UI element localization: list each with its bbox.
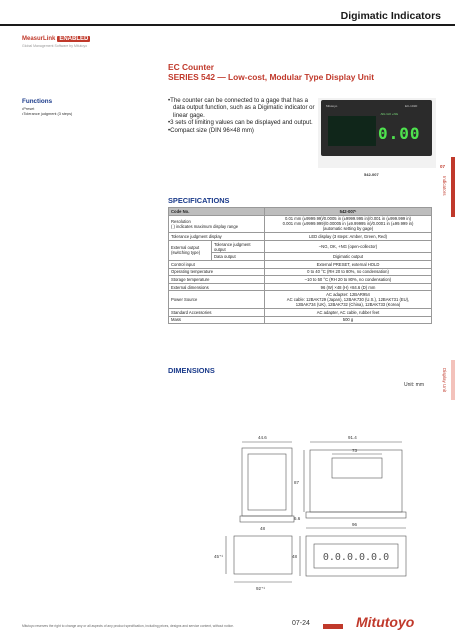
dim-label: 96 — [352, 522, 358, 527]
table-row — [169, 316, 432, 324]
unit-model-label: EC-101D — [405, 104, 418, 108]
row-value: External PRESET, external HOLD — [265, 260, 432, 268]
row-value: 500 g — [265, 316, 432, 324]
row-value: Digimatic output — [265, 253, 432, 261]
unit-screen — [328, 116, 376, 146]
photo-caption: 542-007 — [364, 172, 379, 177]
header-cell: Code No. — [169, 208, 265, 216]
dimension-drawing — [200, 378, 440, 604]
front-view-digits: 0.0.0.0.0.0 — [322, 552, 390, 563]
side-tab-bar — [451, 157, 455, 217]
page-color-bar — [323, 624, 343, 629]
top-view-connector — [332, 458, 382, 478]
row-value: 96 (W) ×48 (H) ×84.6 (D) mm — [265, 283, 432, 291]
row-label: Tolerance judgment display — [169, 233, 265, 241]
brand-tagline: Global Management Software by Mitutoyo — [22, 44, 88, 48]
side-view-inner — [248, 454, 286, 510]
side-tab-bar-2 — [451, 360, 455, 400]
table-row — [169, 268, 432, 276]
dim-label: 91.4 — [348, 435, 357, 440]
row-label: Operating temperature — [169, 268, 265, 276]
mitutoyo-logo: Mitutoyo — [356, 614, 415, 630]
table-row — [169, 276, 432, 284]
measurlink-logo — [22, 36, 90, 42]
row-label: Storage temperature — [169, 276, 265, 284]
row-label: Mass — [169, 316, 265, 324]
table-row — [169, 291, 432, 309]
row-sublabel: Data output — [212, 253, 265, 261]
dim-label: 73 — [352, 448, 358, 453]
chapter-number: 07 — [440, 164, 446, 169]
functions-heading: Functions — [22, 98, 53, 105]
specifications-table — [168, 207, 432, 324]
header-cell: 542-007¹ — [265, 208, 432, 216]
function-item: • Tolerance judgment (3 steps) — [22, 112, 72, 117]
function-item: • Preset — [22, 107, 72, 112]
unit-lamp-labels: -NG GO +NG — [380, 112, 399, 116]
row-label: Power Source — [169, 291, 265, 309]
product-title: EC Counter — [168, 62, 215, 72]
feature-item: • The counter can be connected to a gage that has a data output function, such as a Digimatic indicator or linear gage. — [168, 97, 318, 119]
dim-label: 87 — [294, 480, 300, 485]
row-value: AC adapter, AC cable, rubber feet — [265, 308, 432, 316]
row-value: 0.01 mm (±9999.99)/0.0005 in (±9999.995 in)/0.001 in (±999.999 in) 0.001 mm (±9999.999)/0.00005 in (±9.99995 in)/0.0001 in (±99.999 in) (automatic setting by gage) — [265, 215, 432, 233]
side-view-body — [242, 448, 292, 516]
dim-label: 45⁺¹ — [214, 554, 223, 559]
dim-label: 92⁺¹ — [256, 586, 265, 591]
table-row — [169, 233, 432, 241]
table-row — [169, 215, 432, 233]
row-label: Standard Accessories — [169, 308, 265, 316]
row-sublabel: Tolerance judgment output — [212, 240, 265, 253]
dim-label: 6.6 — [294, 516, 301, 521]
dim-label: 48 — [292, 554, 298, 559]
table-row — [169, 240, 432, 253]
footer-disclaimer: Mitutoyo reserves the right to change any or all aspects of any product specification, including prices, designs and service content, without notice. — [22, 624, 234, 628]
row-value: AC adapter: 12BAR954 AC cable: 12BAK729 (Japan), 12BAK730 (U.S.), 12BAK731 (EU), 12BAK734 (UK), 12BAK732 (China), 12BAK733 (Korea) — [265, 291, 432, 309]
panel-cutout — [234, 536, 292, 574]
dim-label: 48 — [260, 526, 266, 531]
row-label: Resolution ( ) indicates maximum display range — [169, 215, 265, 233]
dimensions-heading: DIMENSIONS — [168, 366, 215, 375]
top-view-body — [310, 450, 402, 512]
row-value: –10 to 50 °C (RH 20 to 80%, no condensation) — [265, 276, 432, 284]
specifications-heading: SPECIFICATIONS — [168, 196, 230, 205]
row-label: External dimensions — [169, 283, 265, 291]
product-subtitle: SERIES 542 — Low-cost, Modular Type Display Unit — [168, 72, 375, 82]
unit-digits: 0.00 — [378, 124, 421, 143]
page-number: 07-24 — [292, 620, 310, 627]
table-row — [169, 308, 432, 316]
dim-label: 44.6 — [258, 435, 267, 440]
header-rule — [0, 24, 455, 26]
top-view-bezel — [306, 512, 406, 518]
feature-item: • 3 sets of limiting values can be displayed and output. — [168, 119, 318, 126]
brand-badge: ENABLED — [59, 36, 89, 42]
table-row — [169, 260, 432, 268]
row-label: Control input — [169, 260, 265, 268]
page-section-title: Digimatic Indicators — [340, 10, 441, 22]
row-value: –NG, OK, +NG (open-collector) — [265, 240, 432, 253]
table-header-row — [169, 208, 432, 216]
side-tab-display-unit: Display Unit — [442, 368, 447, 393]
functions-list — [22, 107, 72, 117]
feature-list — [168, 97, 318, 134]
row-value: LED display (3 steps: Amber, Green, Red) — [265, 233, 432, 241]
row-label: External output (switching type) — [169, 240, 212, 260]
feature-item: • Compact size (DIN 96×48 mm) — [168, 127, 318, 134]
brand-name: MeasurLink — [22, 36, 56, 42]
unit-label: Unit: mm — [404, 382, 424, 388]
table-row — [169, 283, 432, 291]
side-view-bezel — [240, 516, 294, 522]
side-tab-indicators: Indicators — [442, 176, 447, 196]
row-value: 0 to 40 °C (RH 20 to 80%, no condensation) — [265, 268, 432, 276]
unit-brand-label: Mitutoyo — [326, 104, 338, 108]
